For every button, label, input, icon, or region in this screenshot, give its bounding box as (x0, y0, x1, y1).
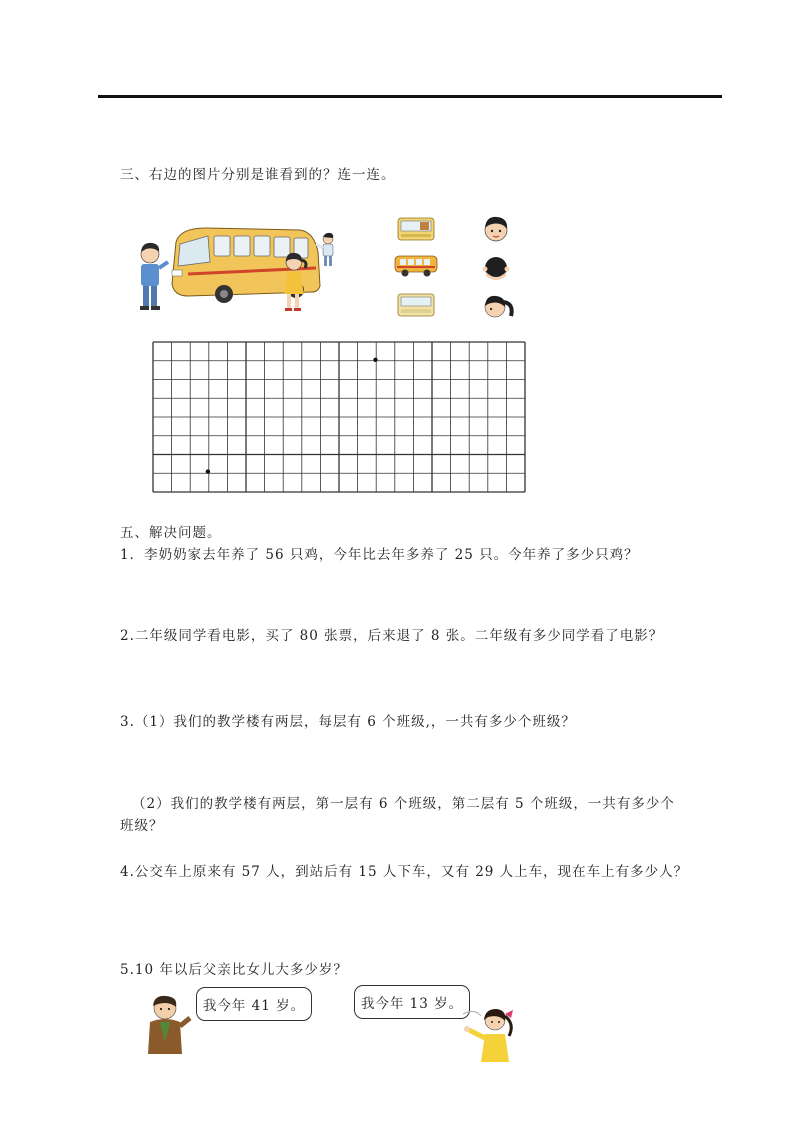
question-3-part-2-line-2: 班级？ (120, 818, 164, 834)
bus-back-view-icon (396, 290, 436, 320)
question-3-part-2-line-1: （2）我们的教学楼有两层，第一层有 6 个班级，第二层有 5 个班级，一共有多少个 (132, 796, 675, 812)
grid-dot (206, 469, 210, 473)
father-speech-bubble: 我今年 41 岁。 (196, 987, 312, 1021)
boy-figure-left (140, 243, 168, 310)
dot-grid (152, 341, 526, 493)
daughter-illustration (455, 1004, 521, 1066)
section5-title: 五、解决问题。 (120, 525, 222, 541)
bus-scene-illustration (128, 222, 348, 316)
boy-back-head-icon (480, 252, 512, 284)
father-illustration (138, 992, 194, 1058)
question-1: 1．李奶奶家去年养了 56 只鸡，今年比去年多养了 25 只。今年养了多少只鸡？ (120, 547, 639, 563)
bus-side-view-icon (393, 253, 439, 279)
boy-head-icon (480, 212, 512, 244)
section3-title: 三、右边的图片分别是谁看到的？连一连。 (120, 167, 396, 183)
question-3-part-1: 3.（1）我们的教学楼有两层，每层有 6 个班级,，一共有多少个班级？ (120, 714, 576, 730)
grid-dot (373, 358, 377, 362)
girl-head-icon (478, 290, 518, 322)
daughter-speech-bubble: 我今年 13 岁。 (354, 985, 470, 1019)
bus-front-view-icon (396, 214, 436, 244)
question-4: 4.公交车上原来有 57 人，到站后有 15 人下车，又有 29 人上车，现在车上有多少人？ (120, 864, 689, 880)
question-2: 2.二年级同学看电影，买了 80 张票，后来退了 8 张。二年级有多少同学看了电影？ (120, 628, 664, 644)
question-5: 5.10 年以后父亲比女儿大多少岁？ (120, 962, 348, 978)
top-rule (98, 95, 722, 98)
